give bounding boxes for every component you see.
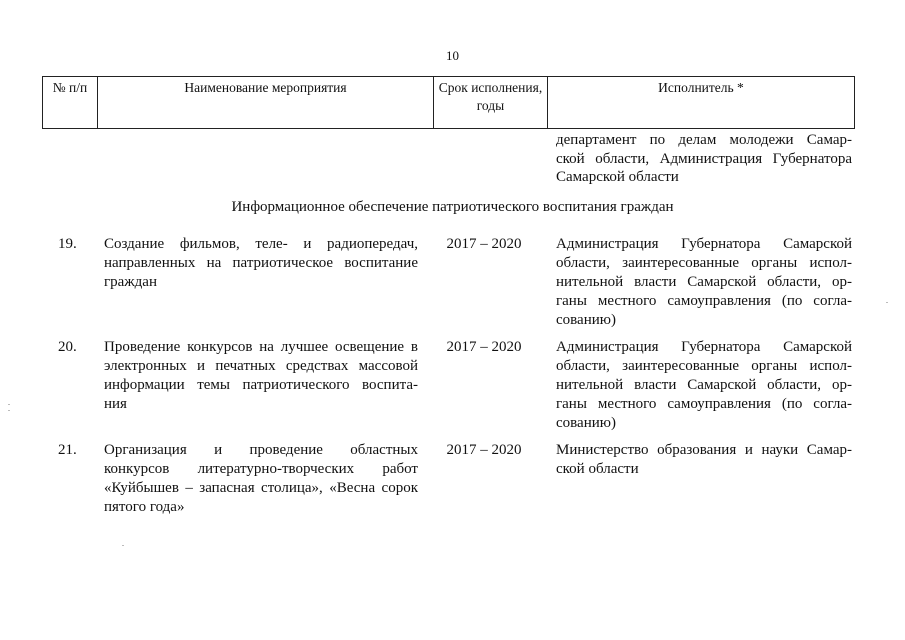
row-name <box>104 338 418 414</box>
row-executor-line: ганы местного самоуправления (по согла- <box>556 293 852 309</box>
row-executor-line: сованию) <box>556 312 616 328</box>
row-executor-line: нительной власти Самарской области, ор- <box>556 274 852 290</box>
header-num: № п/п <box>43 77 98 129</box>
continuation-line: департамент по делам молодежи Самар- <box>556 132 852 148</box>
row-executor-line: Администрация Губернатора Самарской <box>556 339 852 355</box>
row-executor-line: Министерство образования и науки Самар- <box>556 442 852 458</box>
row-name-line: Проведение конкурсов на лучшее освещение в <box>104 339 418 355</box>
scan-speck <box>8 410 10 411</box>
row-executor <box>556 441 852 479</box>
row-name-line: Организация и проведение областных <box>104 442 418 458</box>
row-name-line: информации темы патриотического воспита- <box>104 377 418 393</box>
row-name-line: пятого года» <box>104 499 185 515</box>
continuation-executor <box>556 131 852 187</box>
row-name-line: Создание фильмов, теле- и радиопередач, <box>104 236 418 252</box>
row-name-line: конкурсов литературно-творческих работ <box>104 461 418 477</box>
header-name: Наименование мероприятия <box>98 77 434 129</box>
table-header <box>42 76 855 129</box>
continuation-line: ской области, Администрация Губернатора <box>556 150 852 167</box>
row-name-line: «Куйбышев – запасная столица», «Весна сорок <box>104 480 418 496</box>
page-number: 10 <box>446 48 459 63</box>
row-executor-line: ганы местного самоуправления (по согла- <box>556 396 852 412</box>
continuation-line: Самарской области <box>556 169 679 185</box>
row-number: 20. <box>58 339 77 355</box>
scan-speck <box>886 302 888 303</box>
row-executor-line: нительной власти Самарской области, ор- <box>556 377 852 393</box>
section-title: Информационное обеспечение патриотического воспитания граждан <box>231 199 674 215</box>
scan-speck <box>8 404 10 405</box>
header-term: Срок исполнения, годы <box>434 77 548 129</box>
row-executor-line: области, заинтересованные органы испол- <box>556 358 852 374</box>
row-term: 2017 – 2020 <box>446 442 522 458</box>
row-executor <box>556 338 852 433</box>
row-name-line: направленных на патриотическое воспитание <box>104 255 418 271</box>
row-term: 2017 – 2020 <box>446 236 522 252</box>
row-executor-line: ской области <box>556 461 639 477</box>
row-executor-line: Администрация Губернатора Самарской <box>556 236 852 252</box>
row-executor-line: области, заинтересованные органы испол- <box>556 255 852 271</box>
row-name <box>104 441 418 517</box>
row-name-line: электронных и печатных средствах массовой <box>104 358 418 374</box>
scan-speck <box>122 545 124 546</box>
row-name-line: граждан <box>104 274 157 290</box>
header-executor: Исполнитель * <box>548 77 855 129</box>
row-executor-line: сованию) <box>556 415 616 431</box>
row-number: 19. <box>58 236 77 252</box>
row-name-line: ния <box>104 396 127 412</box>
row-term: 2017 – 2020 <box>446 339 522 355</box>
row-executor <box>556 235 852 330</box>
row-name <box>104 235 418 292</box>
row-number: 21. <box>58 442 77 458</box>
